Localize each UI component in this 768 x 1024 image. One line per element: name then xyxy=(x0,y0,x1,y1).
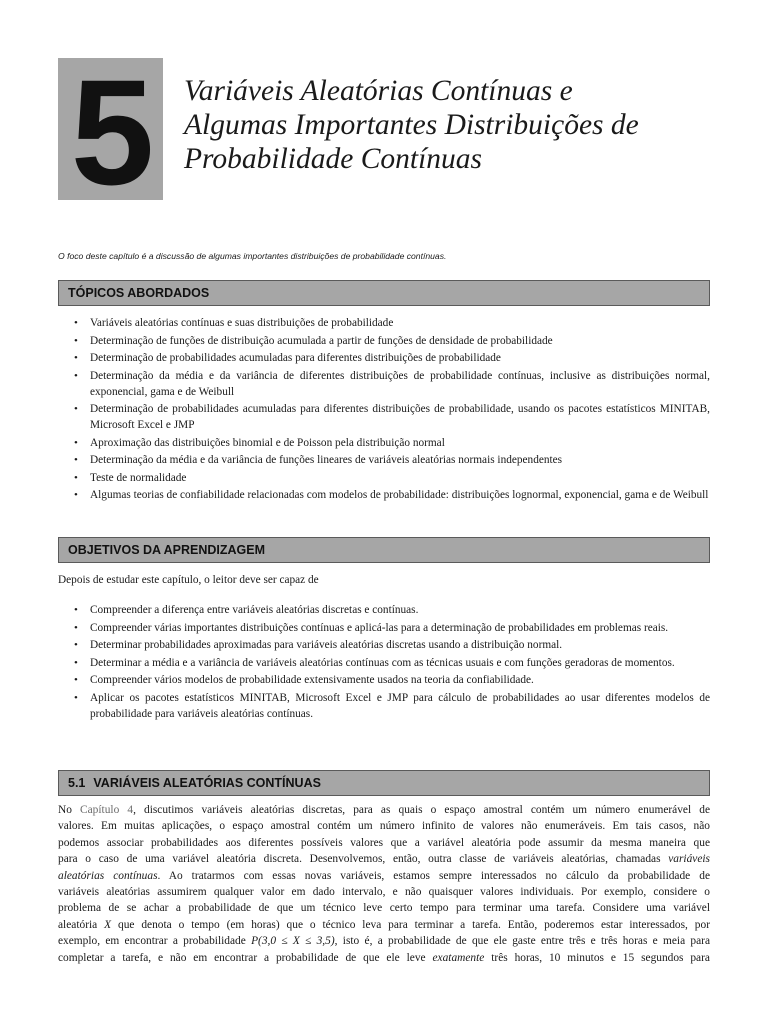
bullet-icon: • xyxy=(74,454,78,466)
list-item: • Compreender várias importantes distribuições contínuas e aplicá-las para a determinação de probabilidades em problemas reais. xyxy=(74,621,669,634)
chapter-number-box xyxy=(58,48,163,216)
bullet-icon: • xyxy=(74,621,78,634)
objectives-lead: Depois de estudar este capítulo, o leitor deve ser capaz de xyxy=(58,574,319,586)
bullet-icon: • xyxy=(74,489,78,501)
bullet-icon: • xyxy=(74,352,78,364)
list-item: • Algumas teorias de confiabilidade relacionadas com modelos de probabilidade: distribuições lognormal, exponencial, gama e de Weibull xyxy=(74,489,709,501)
list-item: • Determinação da média e da variância de funções lineares de variáveis aleatórias normais independentes xyxy=(74,454,563,466)
bullet-icon: • xyxy=(74,317,78,329)
chapter-title-line: Variáveis Aleatórias Contínuas e xyxy=(184,75,573,107)
bullet-icon: • xyxy=(74,369,78,382)
chapter-title xyxy=(184,74,744,176)
bullet-icon: • xyxy=(74,436,78,449)
list-item: • Aplicar os pacotes estatísticos MINITAB, Microsoft Excel e JMP para cálculo de probabilidades ao usar diferentes modelos de probabilidade para variáveis aleatórias contínuas. xyxy=(74,691,710,720)
topics-list xyxy=(74,315,710,505)
section-number: 5.1 xyxy=(68,776,86,790)
list-item: • Determinar a média e a variância de variáveis aleatórias contínuas com as técnicas usuais e com funções geradoras de momentos. xyxy=(74,656,675,669)
topics-heading: TÓPICOS ABORDADOS xyxy=(58,280,710,306)
chapter-intro: O foco deste capítulo é a discussão de algumas importantes distribuições de probabilidade contínuas. xyxy=(58,251,447,261)
bullet-icon: • xyxy=(74,403,78,415)
objectives-list xyxy=(74,602,710,723)
bullet-icon: • xyxy=(74,674,78,686)
bullet-icon: • xyxy=(74,639,78,651)
bullet-icon: • xyxy=(74,656,78,669)
chapter-title-line: Algumas Importantes Distribuições de xyxy=(184,109,639,141)
list-item: • Determinação de probabilidades acumuladas para diferentes distribuições de probabilidade, usando os pacotes estatísticos MINITAB, Microsoft Excel e JMP xyxy=(74,403,710,431)
bullet-icon: • xyxy=(74,691,78,704)
section-title: VARIÁVEIS ALEATÓRIAS CONTÍNUAS xyxy=(93,776,321,790)
list-item: • Variáveis aleatórias contínuas e suas distribuições de probabilidade xyxy=(74,317,394,329)
list-item: • Compreender a diferença entre variáveis aleatórias discretas e contínuas. xyxy=(74,604,419,616)
chapter-title-line: Probabilidade Contínuas xyxy=(184,143,483,175)
list-item: • Compreender vários modelos de probabilidade extensivamente usados na teoria da confiabilidade. xyxy=(74,674,534,686)
bullet-icon: • xyxy=(74,334,78,347)
list-item: • Aproximação das distribuições binomial e de Poisson pela distribuição normal xyxy=(74,436,445,449)
list-item: • Teste de normalidade xyxy=(74,471,187,484)
chapter-link[interactable]: Capítulo 4 xyxy=(80,804,134,816)
list-item: • Determinar probabilidades aproximadas para variáveis aleatórias discretas usando a distribuição normal. xyxy=(74,639,563,651)
section-paragraph: No Capítulo 4, discutimos variáveis aleatórias discretas, para as quais o espaço amostral contém um número enumerável de valores. Em muitas aplicações, o espaço amostral contém um número infinito de valores não enumeráveis. Em tais casos, não podemos associar probabilidades aos diferentes possíveis valores que a variável aleatória pode assumir da mesma maneira que para o caso de uma variável aleatória discreta. Desenvolvemos, então, outra classe de variáveis aleatórias, chamadas variáveis aleatórias contínuas. Ao tratarmos com essas novas variáveis, estamos sempre interessados no cálculo da probabilidade de variáveis aleatórias assumirem qualquer valor em dado intervalo, e não quaisquer valores individuais. Por exemplo, considere o problema de se achar a probabilidade de que um técnico leve certo tempo para terminar uma tarefa. Considere uma variável aleatória X que denota o tempo (em horas) que o técnico leva para terminar a tarefa. Então, poderemos estar interessados, por exemplo, em encontrar a probabilidade P(3,0 ≤ X ≤ 3,5), isto é, a probabilidade de que ele gaste entre três e três horas e meia para completar a tarefa, e não em encontrar a probabilidade de que ele leve exatamente três horas, 10 minutos e 15 segundos para xyxy=(58,804,711,964)
section-heading xyxy=(58,770,710,796)
list-item: • Determinação de probabilidades acumuladas para diferentes distribuições de probabilidade xyxy=(74,352,501,364)
chapter-number: 5 xyxy=(70,48,151,216)
list-item: • Determinação de funções de distribuição acumulada a partir de funções de densidade de probabilidade xyxy=(74,334,553,347)
objectives-heading: OBJETIVOS DA APRENDIZAGEM xyxy=(58,537,710,563)
list-item: • Determinação da média e da variância de diferentes distribuições de probabilidade contínuas, inclusive as distribuições normal, exponencial, gama e de Weibull xyxy=(74,369,710,398)
bullet-icon: • xyxy=(74,604,78,616)
bullet-icon: • xyxy=(74,471,78,484)
